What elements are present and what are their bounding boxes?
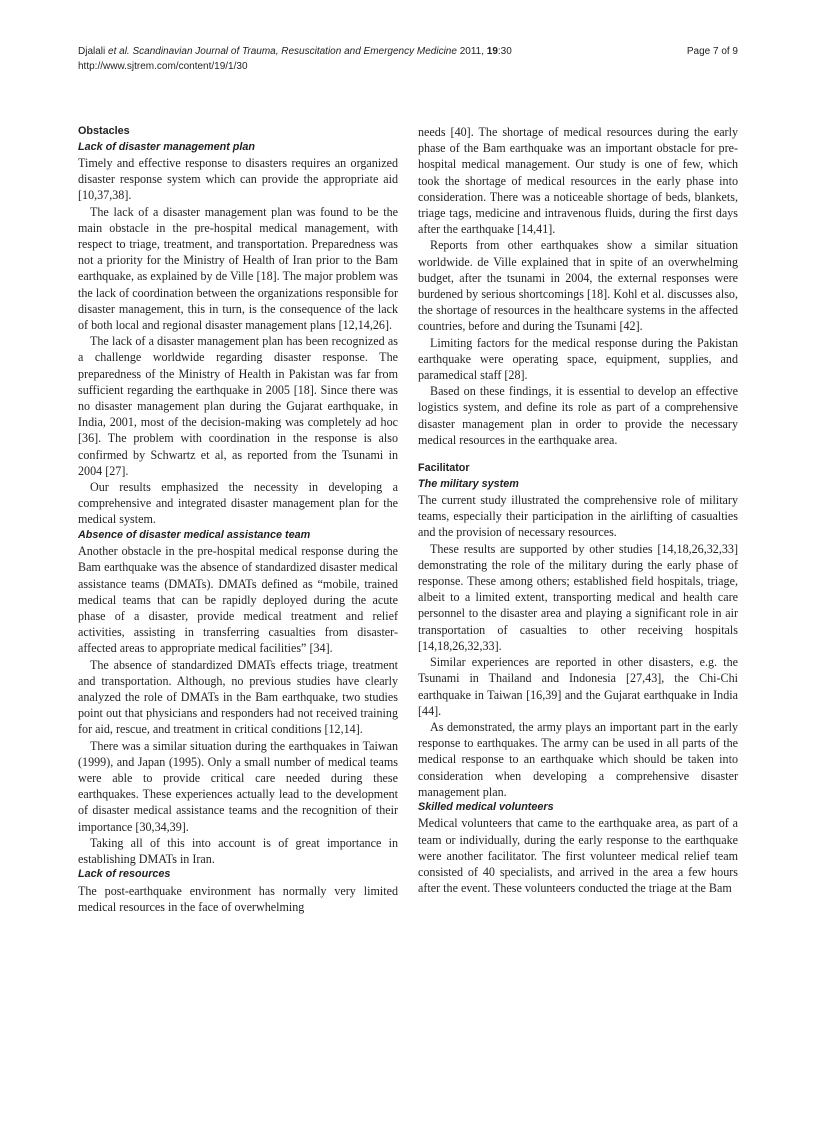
header-year: 2011, [456,46,487,57]
section-gap [418,448,738,461]
paragraph: Taking all of this into account is of great importance in establishing DMATs in Iran. [78,835,398,867]
header-etal: et al. [105,46,133,57]
header-journal: Scandinavian Journal of Trauma, Resuscitation and Emergency Medicine [132,46,457,57]
subheading-skilled-volunteers: Skilled medical volunteers [418,800,554,813]
header-article: :30 [497,46,512,57]
paragraph: The current study illustrated the comprehensive role of military teams, especially their participation in the airlifting of casualties and the provision of necessary resources. [418,493,738,540]
citation-line [78,44,512,59]
paragraph: The lack of a disaster management plan has been recognized as a challenge worldwide regarding disaster response. The preparedness of the Ministry of Health in Pakistan was far from sufficient regarding the earthquake in 2005 [18]. Since there was no disaster management plan during the Gujarat earthquake, in India, 2001, most of the decision-making was completely ad hoc [36]. The problem with coordination in the response is also confirmed by Schwartz et al, as reported from the Tsunami in 2004 [27]. [78,334,398,478]
section-heading-facilitator: Facilitator [418,462,470,475]
left-column [78,124,398,915]
header-url[interactable]: http://www.sjtrem.com/content/19/1/30 [78,61,248,72]
header-authors: Djalali [78,46,106,57]
page-number: Page 7 of 9 [686,46,738,57]
paragraph: Reports from other earthquakes show a similar situation worldwide. de Ville explained that in spite of an overwhelming budget, after the tsunami in 2004, the external responses were burdened by serious shortcomings [18]. Kohl et al. discusses also, the shortage of resources in the healthcare systems in the affected countries, before and during the Tsunami [42]. [418,238,738,334]
subheading-lack-of-resources: Lack of resources [78,868,171,881]
paragraph: Medical volunteers that came to the earthquake area, as part of a team or individually, during the early response to the earthquake were another facilitator. The first volunteer medical relief team consisted of 40 specialists, and arrived in the area a few hours after the event. These volunteers conducted the triage at the Bam [418,816,738,896]
paragraph: needs [40]. The shortage of medical resources during the early phase of the Bam earthquake was an important obstacle for pre-hospital medical management. Our study is one of few, which took the shortage of medical resources in the early phase into consideration. There was a noticeable shortage of beds, blankets, triage tags, medicine and intravenous fluids, during the first days after the earthquake [14,41]. [418,125,738,237]
paragraph: The absence of standardized DMATs effects triage, treatment and transportation. Although, no previous studies have clearly analyzed the role of DMATs in the Bam earthquake, two studies point out that physicians and responders had not received training for aid, rescue, and treatment in critical conditions [12,14]. [78,657,398,737]
subheading-absence-dmat: Absence of disaster medical assistance team [78,528,311,541]
paragraph: Similar experiences are reported in other disasters, e.g. the Tsunami in Thailand and Indonesia [27,43], the Chi-Chi earthquake in Taiwan [16,39] and the Gujarat earthquake in India [44]. [418,655,738,718]
subheading-military-system: The military system [418,477,519,490]
paragraph: The lack of a disaster management plan was found to be the main obstacle in the pre-hospital medical management, with respect to triage, treatment, and transportation. Preparedness was not a priority for the Ministry of Health of Iran prior to the Bam earthquake, as explained by de Ville [18]. The major problem was the lack of coordination between the organizations responsible for disaster management, this in turn, is the consequence of the lack of both local and regional disaster management plans [12,14,26]. [78,204,398,333]
paragraph: As demonstrated, the army plays an important part in the early response to earthquakes. The army can be used in all parts of the medical response to an earthquake which should be taken into consideration when developing a comprehensive disaster management plan. [418,719,738,799]
subheading-lack-of-plan: Lack of disaster management plan [78,140,256,153]
header-volume: 19 [486,46,498,57]
section-heading-obstacles: Obstacles [78,125,130,137]
paragraph: Timely and effective response to disasters requires an organized disaster response system which can provide the appropriate aid [10,37,38]. [78,156,398,203]
paragraph: Another obstacle in the pre-hospital medical response during the Bam earthquake was the absence of standardized disaster medical assistance teams (DMATs). DMATs defined as “mobile, trained medical teams that can be rapidly deployed during the acute phase of a disaster, provide medical treatment and relief activities, assisting in transferring casualties from disaster-affected areas to appropriate medical facilities” [34]. [78,544,398,656]
paragraph: There was a similar situation during the earthquakes in Taiwan (1999), and Japan (1995). Only a small number of medical teams were able to provide critical care needed during these earthquakes. These experiences actually lead to the development of disaster medical assistance teams and the recognition of their importance [30,34,39]. [78,738,398,834]
paragraph: Our results emphasized the necessity in developing a comprehensive and integrated disaster management plan for the medical system. [78,480,398,527]
paragraph: Limiting factors for the medical response during the Pakistan earthquake were operating space, equipment, supplies, and paramedical staff [28]. [418,335,738,383]
paragraph: These results are supported by other studies [14,18,26,32,33] demonstrating the role of the military during the early phase of response. These among others; established field hospitals, triage, albeit to a limited extent, transporting medical and health care personnel to the disaster area and playing a significant role in air transportation of casualties to other receiving hospitals [14,18,26,32,33]. [418,541,738,653]
paragraph: The post-earthquake environment has normally very limited medical resources in the face of overwhelming [78,883,398,914]
right-column [418,124,738,896]
paragraph: Based on these findings, it is essential to develop an effective logistics system, and define its role as part of a comprehensive disaster management plan in order to provide the necessary medical resources in the earthquake area. [418,384,738,447]
